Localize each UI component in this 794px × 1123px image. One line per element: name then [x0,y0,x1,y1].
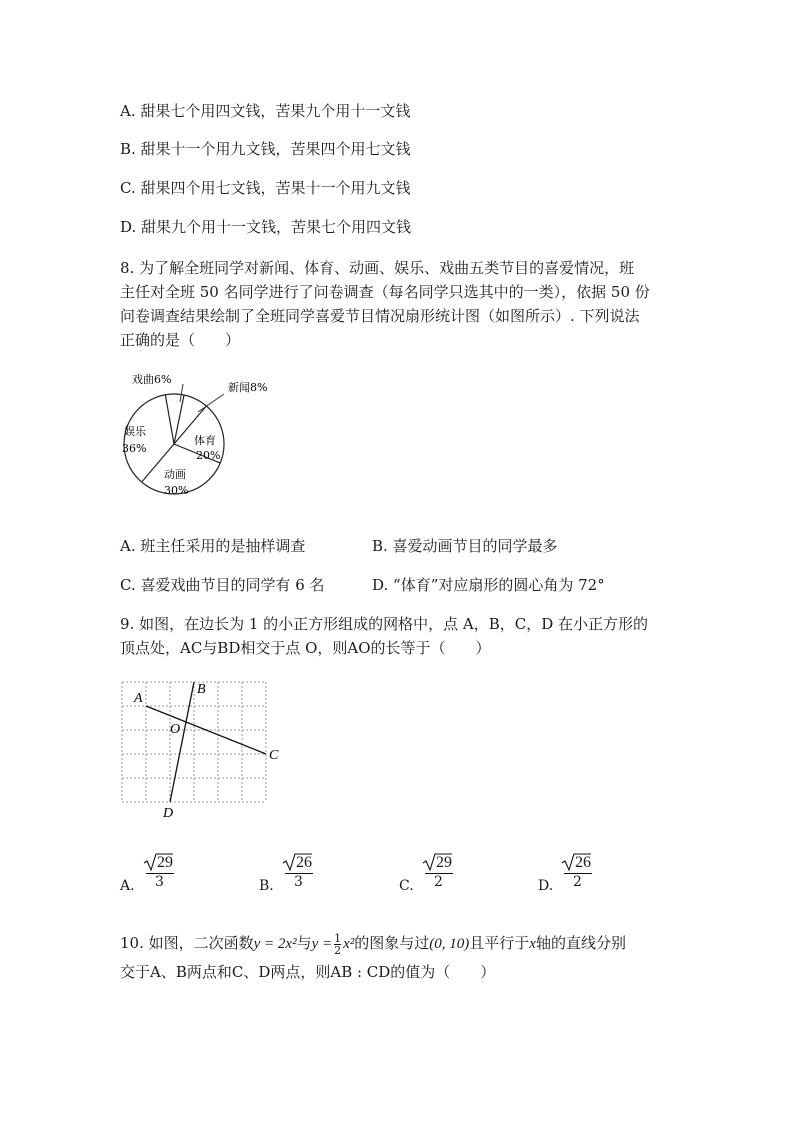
q10-text: 且平行于 [469,934,530,952]
q8-stem [120,256,680,352]
point-b-label: B [197,682,206,697]
q8-option-d: D. “体育”对应扇形的圆心角为 72° [372,576,605,594]
q10-text: 与 [296,934,312,952]
q8-stem-line: 主任对全班 50 名同学进行了问卷调查（每名同学只选其中的一类），依据 50 份 [120,283,650,301]
grid-lines [122,682,266,802]
q8-stem-line: 正确的是（ ） [120,331,241,349]
q10-half-fraction [334,933,341,956]
q10-function-2-lhs: y = [311,936,333,952]
q9-stem-line: 顶点处，AC与BD相交于点 O，则AO的长等于（ ） [120,639,491,657]
pie-label-tiyu-pct: 20% [196,449,221,462]
q9-option-numerator: 29 [436,854,452,871]
q7-option-c: C. 甜果四个用七文钱，苦果十一个用九文钱 [120,179,411,197]
q9-option-denominator: 2 [434,874,443,890]
pie-label-xiqu: 戏曲6% [132,373,172,386]
q9-option-denominator: 3 [294,874,303,890]
q8-option-b: B. 喜爱动画节目的同学最多 [372,537,558,555]
q10-stem-line1 [120,932,626,956]
q9-option-denominator: 2 [573,874,582,890]
pie-label-xinwen: 新闻8% [228,381,268,394]
q10-frac-num: 1 [334,931,342,945]
q8-option-c: C. 喜爱戏曲节目的同学有 6 名 [120,576,325,594]
q9-option-denominator: 3 [155,874,164,890]
q10-x-variable: x [529,936,536,952]
q8-stem-line: 问卷调查结果绘制了全班同学喜爱节目情况扇形统计图（如图所示）. 下列说法 [120,307,640,325]
pie-label-yule-pct: 36% [122,442,147,455]
q9-option-letter: D. [538,878,554,894]
q10-function-1: y = 2x² [253,936,297,952]
q7-option-a: A. 甜果七个用四文钱，苦果九个用十一文钱 [120,102,411,120]
q8-option-a: A. 班主任采用的是抽样调查 [120,537,306,555]
q10-stem-line2: 交于A、B两点和C、D两点，则AB : CD的值为（ ） [120,963,496,981]
pie-label-donghua-name: 动画 [164,468,186,481]
point-d-label: D [163,806,174,820]
pie-label-yule-name: 娱乐 [124,425,146,438]
segment-bd [170,682,194,802]
q9-stem-line: 9. 如图，在边长为 1 的小正方形组成的网格中，点 A，B，C，D 在小正方形的 [120,615,649,633]
q10-text: 10. 如图，二次函数 [120,934,254,952]
q10-frac-den: 2 [334,943,342,957]
q9-stem [120,612,680,660]
q7-option-d: D. 甜果九个用十一文钱，苦果七个用四文钱 [120,218,412,236]
q10-text: 轴的直线分别 [535,934,626,952]
q10-function-2-rhs: x² [343,936,355,952]
point-c-label: C [269,748,279,763]
q10-point: (0, 10) [429,936,470,952]
q9-option-letter: B. [259,878,274,894]
point-a-label: A [134,691,143,706]
point-o-label: O [170,722,181,737]
q9-option-numerator: 26 [575,854,591,871]
q9-option-letter: C. [399,878,414,894]
pie-label-tiyu-name: 体育 [194,434,216,447]
pie-label-donghua-pct: 30% [164,484,189,497]
q8-stem-line: 8. 为了解全班同学对新闻、体育、动画、娱乐、戏曲五类节目的喜爱情况，班 [120,259,635,277]
q9-option-letter: A. [120,878,135,894]
q7-option-b: B. 甜果十一个用九文钱，苦果四个用七文钱 [120,140,411,158]
grid-figure [110,670,290,820]
q10-text: 的图象与过 [354,934,430,952]
q9-option-numerator: 29 [157,854,173,871]
q9-option-numerator: 26 [296,854,312,871]
pie-chart [110,362,270,522]
